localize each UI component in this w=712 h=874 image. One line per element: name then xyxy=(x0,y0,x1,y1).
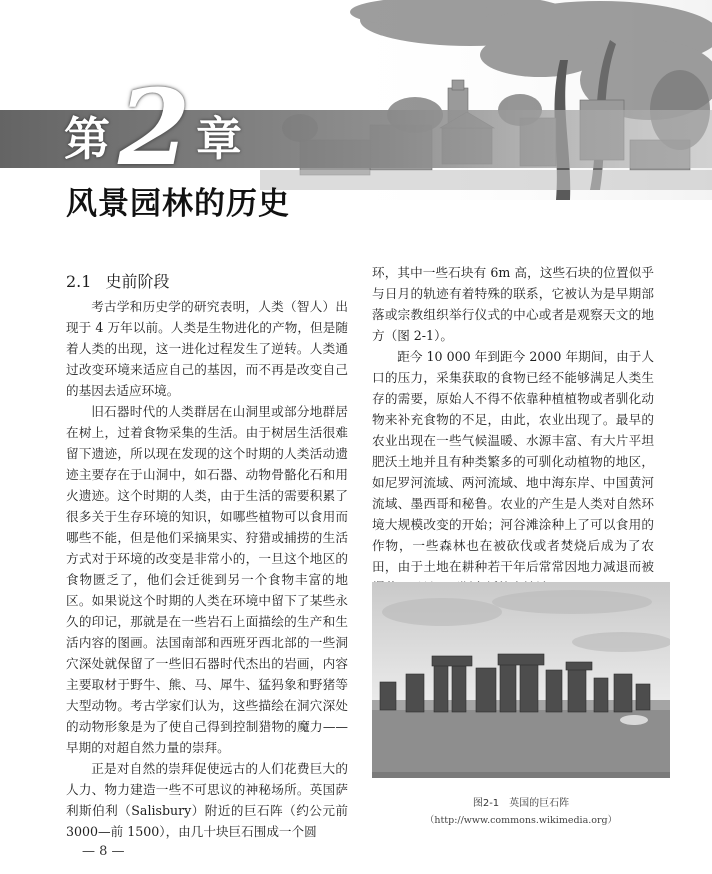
section-title: 史前阶段 xyxy=(105,272,170,291)
figure-caption: 图2-1 英国的巨石阵 xyxy=(472,798,570,809)
page-number: — 8 — xyxy=(82,844,125,859)
paragraph: 距今 10 000 年到距今 2000 年期间，由于人口的压力，采集获取的食物已经不能够满足人类生存的需要，原始人不得不依靠种植植物或者驯化动物来补充食物的不足，由此，农业出现了。最早的农业出现在一些气候温暖、水源丰富、有大片平坦肥沃土地并且有种类繁多的可驯化动植物的地区，如尼罗河流域、两河流域、地中海东岸、中国黄河流域、墨西哥和秘鲁。农业的产生是人类对自然环境大规模改变的开始；河谷滩涂种上了可以食用的作物，一些森林也在被砍伐或者焚烧后成为了农田，由于土地在耕种若干年后常常因地力减退而被 xyxy=(372,349,654,574)
stonehenge-photo xyxy=(372,582,670,778)
chapter-label-prefix: 第 xyxy=(64,112,110,166)
chapter-title: 风景园林的历史 xyxy=(66,186,290,222)
paragraph: 旧石器时代的人类群居在山洞里或部分地群居在树上，过着食物采集的生活。由于树居生活很难留下遗迹，所以现在发现的这个时期的人类活动遗迹主要存在于山洞中，如石器、动物骨骼化石和用火遗迹。这个时期的人类，由于生活的需要积累了很多关于生存环境的知识，如哪些植物可以食用而哪些不能，但是他们采摘果实、狩猎或捕捞的生活方式对于环境的改变是非常小的，一旦这个地区的食物匮乏了，他们会迁徙到另一个食物丰富的地区。如果说这个时期的人类在环境中留下了某些永久的印记，那就是在一些岩石上面描绘的生产和生活内容的图画。法国南部和西班牙西北部的一些洞穴深处就保留了一些旧石器时代杰出的岩画，内容主要取材于野牛、熊、马、犀牛、猛犸象和野猪等大型动物。考古学家们认为，这些描绘在洞穴深处的动物形象是为了使自己得到控制猎物的魔力——早期的对超自然力量的崇拜。 xyxy=(66,404,348,755)
left-column xyxy=(66,270,348,842)
paragraph: 考古学和历史学的研究表明，人类（智人）出现于 4 万年以前。人类是生物进化的产物，但是随着人类的出现，这一进化过程发生了逆转。人类通过改变环境来适应自己的基因，而不再是改变自己的基因去适应环境。 xyxy=(66,299,348,398)
section-heading xyxy=(66,270,348,294)
chapter-label-suffix: 章 xyxy=(196,112,242,166)
right-column xyxy=(372,262,654,598)
paragraph-continued: 环，其中一些石块有 6m 高，这些石块的位置似乎与日月的轨迹有着特殊的联系，它被认为是早期部落或宗教组织举行仪式的中心或者是观察天文的地方（图 2-1）。 xyxy=(372,265,654,343)
paragraph: 正是对自然的崇拜促使远古的人们花费巨大的人力、物力建造一些不可思议的神秘场所。英国萨利斯伯利（Salisbury）附近的巨石阵（约公元前 3000—前 1500），由几十块巨石围成一个圆 xyxy=(66,761,348,839)
chapter-number: 2 xyxy=(118,66,191,189)
section-number: 2.1 xyxy=(66,272,92,291)
figure-source: （http://www.commons.wikimedia.org） xyxy=(424,815,618,826)
